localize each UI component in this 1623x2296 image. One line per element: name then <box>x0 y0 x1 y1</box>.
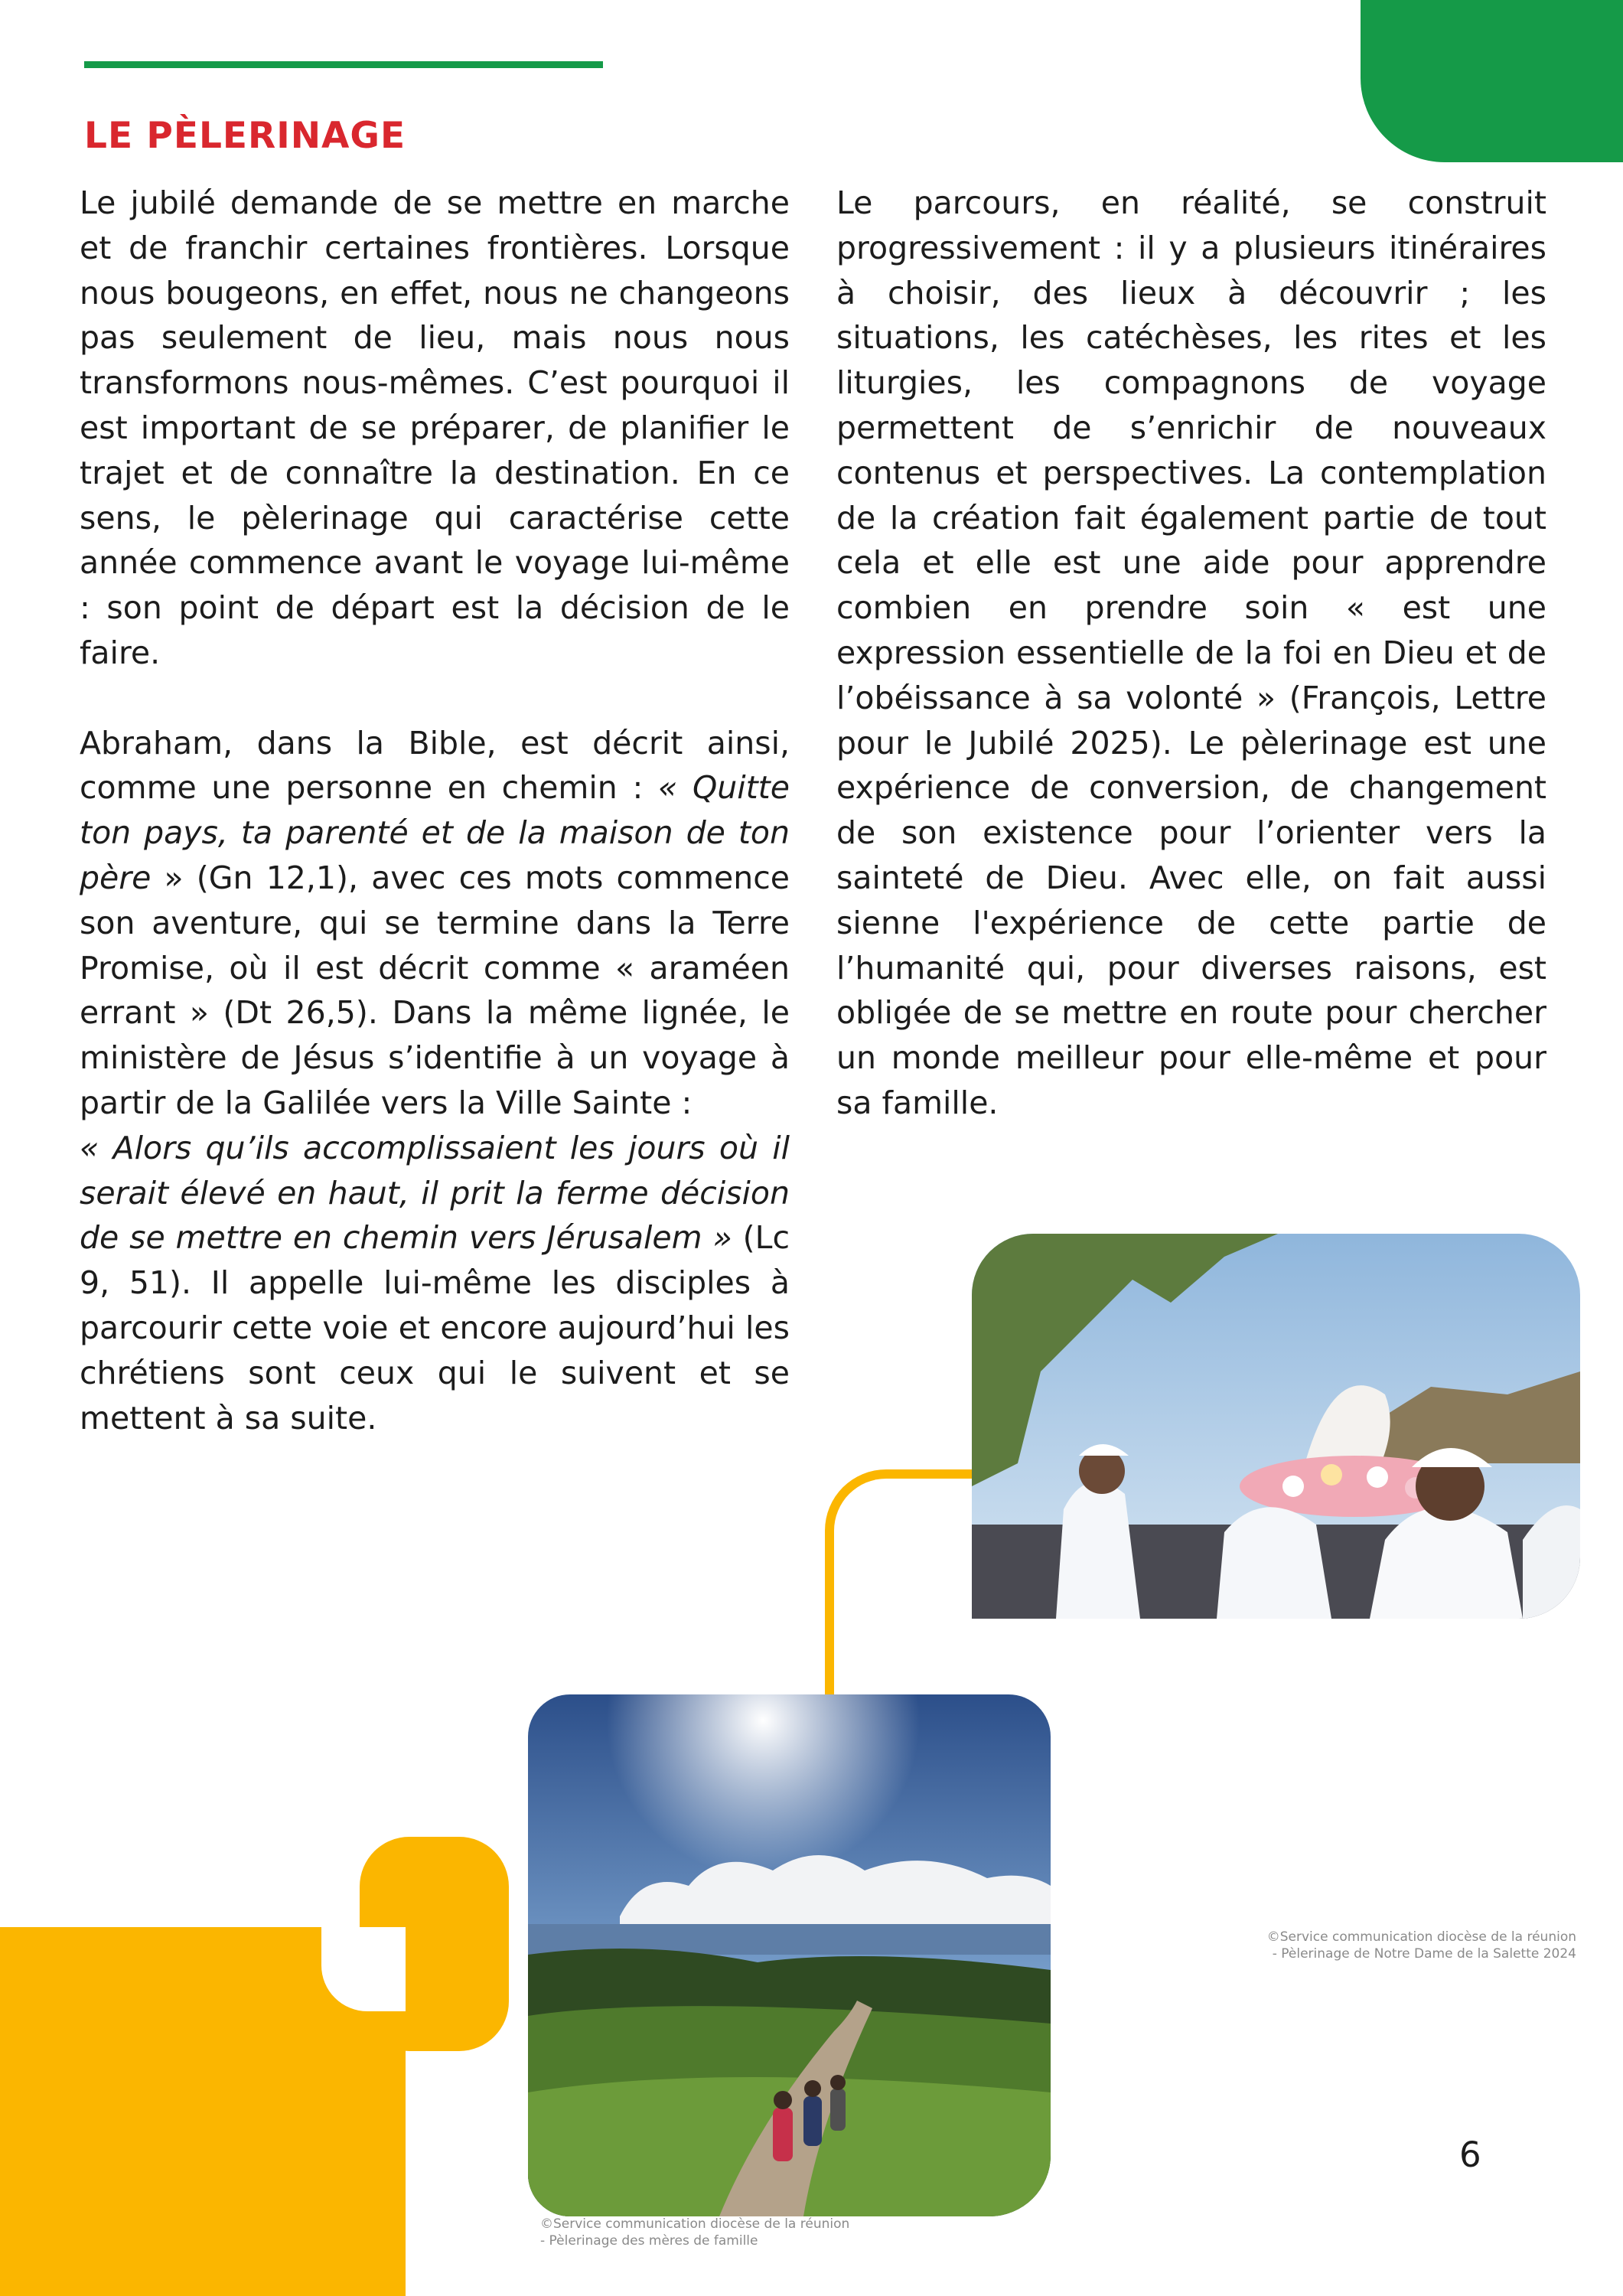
text-run: » (Gn 12,1), avec ces mots commence son aventure, qui se termine dans la Terre Promise, où il est décrit comme « araméen errant » (Dt 26,5). Dans la même lignée, le ministère de Jésus s’identifie à un voyage à partir de la Galilée vers la Ville Sainte : <box>80 859 790 1121</box>
hike-credit <box>540 2216 849 2249</box>
top-green-rule <box>84 61 603 68</box>
green-corner-shape <box>1361 0 1623 162</box>
paragraph-gap <box>80 676 790 721</box>
hike-credit-line-1: ©Service communication diocèse de la réunion <box>540 2216 850 2232</box>
hike-credit-line-2: - Pèlerinage des mères de famille <box>540 2233 758 2249</box>
procession-credit-line-1: ©Service communication diocèse de la réunion <box>1266 1929 1576 1945</box>
procession-credit <box>1255 1929 1576 1962</box>
left-paragraph-1: Le jubilé demande de se mettre en marche et de franchir certaines frontières. Lorsque nous bougeons, en effet, nous ne changeons pas seulement de lieu, mais nous nous transformons nous-mêmes. C’est pourquoi il est important de se préparer, de planifier le trajet et de connaître la destination. En ce sens, le pèlerinage qui caractérise cette année commence avant le voyage lui-même : son point de départ est la décision de le faire. <box>80 184 790 671</box>
right-paragraph-1: Le parcours, en réalité, se construit progressivement : il y a plusieurs itinéraires à choisir, des lieux à découvrir ; les situations, les catéchèses, les rites et les liturgies, les compagnons de voyage permettent de s’enrichir de nouveaux contenus et perspectives. La contemplation de la création fait également partie de tout cela et elle est une aide pour apprendre combien en prendre soin « est une expression essentielle de la foi en Dieu et de l’obéissance à sa volonté » (François, Lettre pour le Jubilé 2025). Le pèlerinage est une expérience de conversion, de changement de son existence pour l’orienter vers la sainteté de Dieu. Avec elle, on fait aussi sienne l'expérience de cette partie de l’humanité qui, pour diverses raisons, est obligée de se mettre en route pour chercher un monde meilleur pour elle-même et pour sa famille. <box>836 184 1546 1121</box>
procession-credit-line-2: - Pèlerinage de Notre Dame de la Salette 2024 <box>1272 1946 1576 1962</box>
text-run: Abraham, dans la Bible, est décrit ainsi, comme une personne en chemin : <box>80 724 790 807</box>
left-text-column <box>80 181 790 1440</box>
right-text-column <box>836 181 1546 1126</box>
bible-quote-luke: « Alors qu’ils accomplissaient les jours où il serait élevé en haut, il prit la ferme décision de se mettre en chemin vers Jérusalem » <box>80 1129 790 1257</box>
text-run: (Lc 9, 51). Il appelle lui-même les disciples à parcourir cette voie et encore aujourd’hui les chrétiens sont ceux qui le suivent et se mettent à sa suite. <box>80 1219 790 1437</box>
section-title: LE PÈLERINAGE <box>84 115 406 157</box>
procession-photo <box>972 1234 1580 1619</box>
page-number: 6 <box>1459 2135 1481 2175</box>
left-paragraph-2 <box>80 721 790 1441</box>
hike-photo <box>528 1694 1051 2216</box>
bible-quote-genesis: « Quitte ton pays, ta parenté et de la maison de ton père <box>80 769 790 896</box>
